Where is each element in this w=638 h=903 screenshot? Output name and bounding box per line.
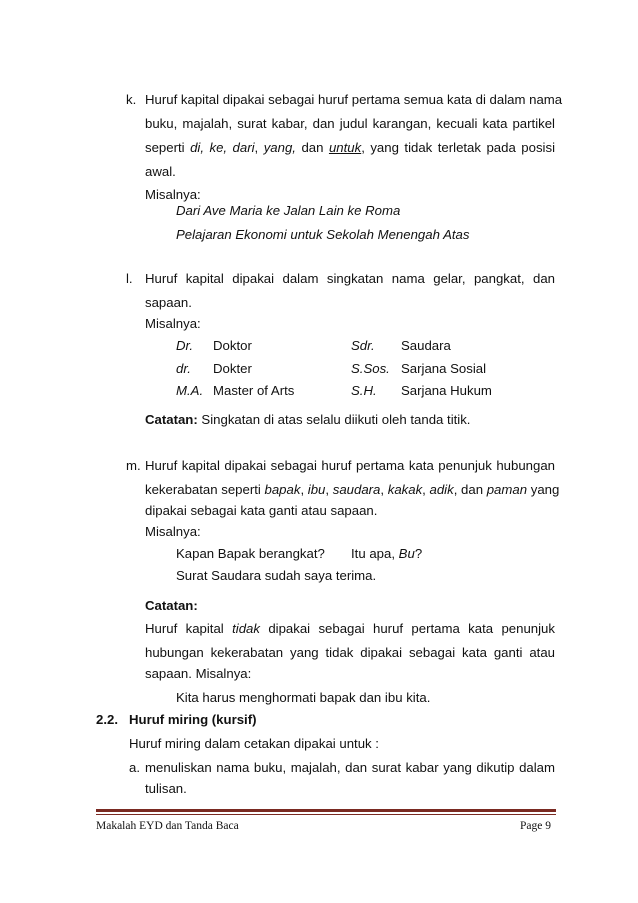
abbr-cell: S.Sos. <box>351 361 390 376</box>
m-misalnya: Misalnya: <box>145 524 201 539</box>
item-marker-m: m. <box>126 458 141 473</box>
l-misalnya: Misalnya: <box>145 316 201 331</box>
m-line-3: dipakai sebagai kata ganti atau sapaan. <box>145 503 378 518</box>
abbr-cell: S.H. <box>351 383 377 398</box>
full-cell: Sarjana Hukum <box>401 383 492 398</box>
full-cell: Sarjana Sosial <box>401 361 487 376</box>
abbr-cell: dr. <box>176 361 191 376</box>
l-line-2: sapaan. <box>145 295 192 310</box>
section-number: 2.2. <box>96 712 118 727</box>
m-example-1: Kapan Bapak berangkat? <box>176 546 325 561</box>
l-line-1: Huruf kapital dipakai dalam singkatan nama gelar, pangkat, dan <box>145 271 555 286</box>
a-line-2: tulisan. <box>145 781 187 796</box>
k-line-3: seperti di, ke, dari, yang, dan untuk, yang tidak terletak pada posisi <box>145 140 555 155</box>
item-marker-k: k. <box>126 92 137 107</box>
footer-rule <box>96 809 556 812</box>
footer-rule-thin <box>96 814 556 815</box>
section-intro: Huruf miring dalam cetakan dipakai untuk : <box>129 736 379 751</box>
footer-title: Makalah EYD dan Tanda Baca <box>96 820 239 832</box>
full-cell: Doktor <box>213 338 252 353</box>
k-line-2: buku, majalah, surat kabar, dan judul karangan, kecuali kata partikel <box>145 116 555 131</box>
l-catatan: Catatan: Singkatan di atas selalu diikuti oleh tanda titik. <box>145 412 471 427</box>
k-example-2: Pelajaran Ekonomi untuk Sekolah Menengah Atas <box>176 227 470 242</box>
m-example-3: Surat Saudara sudah saya terima. <box>176 568 377 583</box>
full-cell: Master of Arts <box>213 383 295 398</box>
item-marker-l: l. <box>126 271 133 286</box>
page-number: Page 9 <box>520 820 551 832</box>
m-catatan-line-3: sapaan. Misalnya: <box>145 666 252 681</box>
m-catatan-line-2: hubungan kekerabatan yang tidak dipakai sebagai kata ganti atau <box>145 645 555 660</box>
full-cell: Saudara <box>401 338 451 353</box>
k-example-1: Dari Ave Maria ke Jalan Lain ke Roma <box>176 203 401 218</box>
m-catatan-line-1: Huruf kapital tidak dipakai sebagai huruf pertama kata penunjuk <box>145 621 555 636</box>
m-line-2: kekerabatan seperti bapak, ibu, saudara, kakak, adik, dan paman yang <box>145 482 560 497</box>
abbr-cell: M.A. <box>176 383 204 398</box>
k-line-4: awal. <box>145 164 176 179</box>
abbr-cell: Sdr. <box>351 338 375 353</box>
m-line-1: Huruf kapital dipakai sebagai huruf pertama kata penunjuk hubungan <box>145 458 555 473</box>
abbr-cell: Dr. <box>176 338 194 353</box>
m-catatan-label: Catatan: <box>145 598 198 613</box>
a-line-1: menuliskan nama buku, majalah, dan surat kabar yang dikutip dalam <box>145 760 555 775</box>
k-misalnya: Misalnya: <box>145 187 201 202</box>
full-cell: Dokter <box>213 361 252 376</box>
k-line-1: Huruf kapital dipakai sebagai huruf pertama semua kata di dalam nama <box>145 92 563 107</box>
m-example-2: Itu apa, Bu? <box>351 546 423 561</box>
section-title: Huruf miring (kursif) <box>129 712 257 727</box>
m-catatan-example: Kita harus menghormati bapak dan ibu kita. <box>176 690 431 705</box>
item-marker-a: a. <box>129 760 140 775</box>
